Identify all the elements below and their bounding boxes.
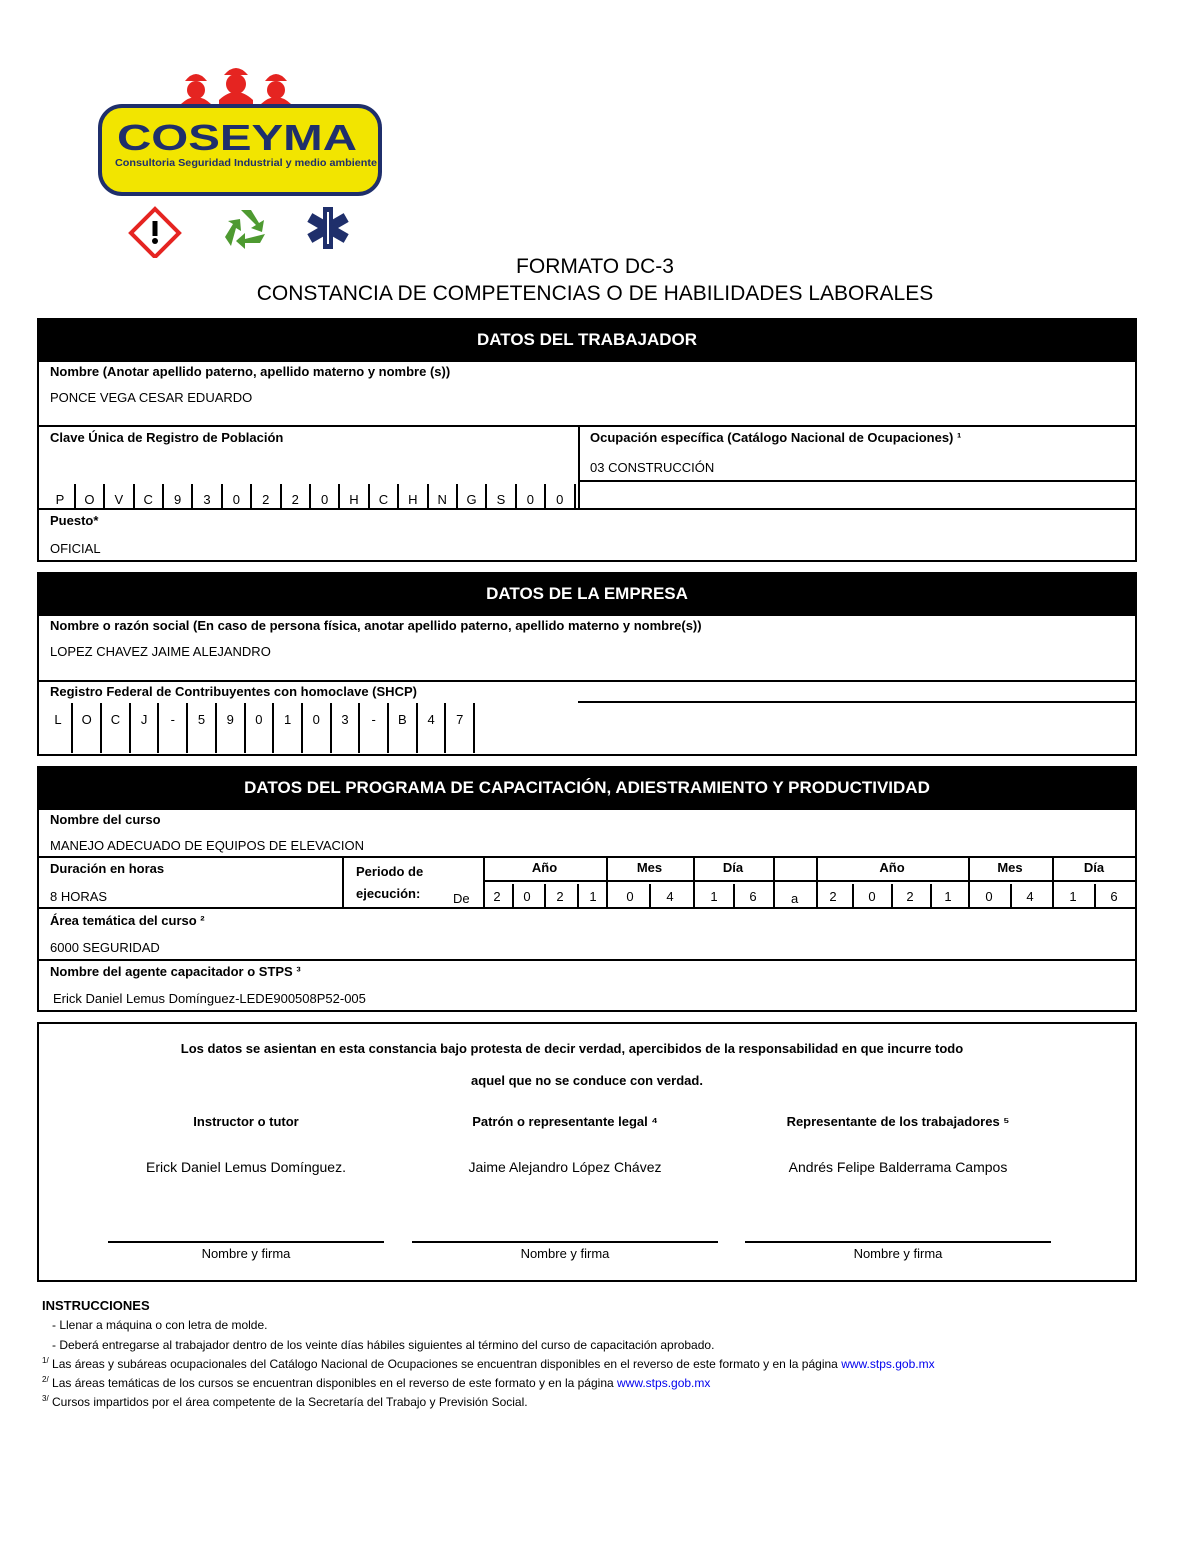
curp-char[interactable]: H [349, 492, 359, 507]
form-code: FORMATO DC-3 [516, 255, 674, 278]
nota-1: $^{1/}$ Las áreas y subáreas ocupacionales del Catálogo Nacional de Ocupaciones se encuentran disponibles en el reverso de este formato y en la página www.stps.gob.mx [42, 1356, 935, 1371]
curp-separator [574, 484, 576, 508]
signature-line-representante [745, 1241, 1051, 1243]
signature-line-patron [412, 1241, 718, 1243]
curp-char[interactable]: 0 [320, 492, 329, 507]
fecha-separator [816, 856, 818, 908]
rfc-char[interactable]: J [140, 712, 148, 727]
curp-separator [250, 484, 252, 508]
rfc-char[interactable]: 3 [341, 712, 349, 727]
rfc-separator [157, 703, 159, 753]
curp-char[interactable]: 3 [203, 492, 211, 507]
rfc-separator [186, 703, 188, 753]
curp-char[interactable]: 2 [291, 492, 299, 507]
sign-caption-patron: Nombre y firma [520, 1246, 610, 1261]
curp-char[interactable]: C [143, 492, 153, 507]
fecha-separator [693, 856, 695, 908]
fecha-digit-separator [733, 884, 735, 908]
fecha-fin-anio-digit[interactable]: 0 [868, 889, 876, 904]
sign-caption-instructor: Nombre y firma [201, 1246, 291, 1261]
fin-dia-label: Día [1083, 860, 1105, 875]
fecha-fin-dia-digit[interactable]: 1 [1069, 889, 1077, 904]
curp-char[interactable]: S [496, 492, 506, 507]
representante-name[interactable]: Andrés Felipe Balderrama Campos [788, 1159, 1008, 1175]
rfc-char[interactable]: B [398, 712, 407, 727]
rfc-char[interactable]: 9 [226, 712, 234, 727]
puesto-value[interactable]: OFICIAL [50, 541, 101, 556]
periodo-label-2: ejecución: [356, 886, 421, 901]
fecha-digit-separator [930, 884, 932, 908]
rfc-separator [358, 703, 360, 753]
representante-label: Representante de los trabajadores ⁵ [786, 1114, 1010, 1129]
inicio-dia-label: Día [722, 860, 744, 875]
curp-separator [280, 484, 282, 508]
fecha-inicio-anio-digit[interactable]: 1 [589, 889, 597, 904]
curp-separator [133, 484, 135, 508]
nota-3: $^{3/}$ Cursos impartidos por el área competente de la Secretaría del Trabajo y Previsión Social. [42, 1394, 528, 1409]
fin-mes-label: Mes [997, 860, 1023, 875]
logo-brand: COSEYMA [117, 117, 357, 158]
fecha-separator [606, 856, 608, 908]
curp-separator [456, 484, 458, 508]
inicio-mes-label: Mes [636, 860, 663, 875]
razon-label: Nombre o razón social (En caso de persona física, anotar apellido paterno, apellido materno y nombre(s)) [50, 618, 702, 633]
rfc-char[interactable]: - [170, 712, 175, 727]
empresa-title: DATOS DE LA EMPRESA [37, 572, 1137, 616]
rfc-separator [215, 703, 217, 753]
de-label: De [453, 891, 470, 906]
curp-separator [397, 484, 399, 508]
razon-value[interactable]: LOPEZ CHAVEZ JAIME ALEJANDRO [50, 644, 271, 659]
firmas-section [37, 1022, 1137, 1282]
rfc-separator [330, 703, 332, 753]
rfc-separator [71, 703, 73, 753]
rfc-char[interactable]: 0 [255, 712, 263, 727]
fin-anio-label: Año [879, 860, 905, 875]
rfc-char[interactable]: 5 [197, 712, 206, 727]
fecha-fin-mes-digit[interactable]: 4 [1026, 889, 1034, 904]
rfc-separator [416, 703, 418, 753]
rfc-separator [244, 703, 246, 753]
agente-label: Nombre del agente capacitador o STPS ³ [50, 964, 301, 979]
curso-label: Nombre del curso [50, 812, 161, 827]
coseyma-logo [95, 68, 385, 258]
curp-char[interactable]: 0 [556, 492, 564, 507]
star-of-life-icon [307, 207, 348, 249]
rfc-char[interactable]: 1 [283, 712, 292, 727]
fecha-digit-separator [852, 884, 854, 908]
stps-link-2[interactable]: www.stps.gob.mx [617, 1376, 711, 1390]
rfc-char[interactable]: 4 [427, 712, 435, 727]
rfc-char[interactable]: 0 [312, 712, 320, 727]
curp-separator [309, 484, 311, 508]
fecha-fin-anio-digit[interactable]: 2 [906, 889, 914, 904]
statement-line-2: aquel que no se conduce con verdad. [471, 1073, 703, 1088]
instructor-label: Instructor o tutor [193, 1114, 299, 1129]
fecha-inicio-anio-digit[interactable]: 0 [523, 889, 531, 904]
fecha-digit-separator [512, 884, 514, 908]
recycle-icon [225, 210, 265, 249]
hazard-icon [131, 209, 179, 257]
curp-separator [427, 484, 429, 508]
fecha-fin-anio-digit[interactable]: 1 [944, 889, 952, 904]
rfc-char[interactable]: O [81, 712, 92, 727]
fecha-inicio-mes-digit[interactable]: 4 [666, 889, 674, 904]
curp-char[interactable]: V [114, 492, 124, 507]
curp-separator [485, 484, 487, 508]
nota-2: $^{2/}$ Las áreas temáticas de los cursos se encuentran disponibles en el reverso de este formato y en la página www.stps.gob.mx [42, 1375, 711, 1390]
fecha-inicio-anio-digit[interactable]: 2 [556, 889, 564, 904]
fecha-inicio-dia-digit[interactable]: 1 [710, 889, 718, 904]
rfc-char[interactable]: - [371, 712, 376, 727]
curso-value[interactable]: MANEJO ADECUADO DE EQUIPOS DE ELEVACION [50, 838, 364, 853]
rfc-char[interactable]: L [54, 712, 62, 727]
fecha-separator [968, 856, 970, 908]
fecha-separator [1052, 856, 1054, 908]
fecha-inicio-mes-digit[interactable]: 0 [626, 889, 634, 904]
curp-separator [368, 484, 370, 508]
fecha-separator [773, 856, 775, 908]
rfc-label: Registro Federal de Contribuyentes con homoclave (SHCP) [50, 684, 417, 699]
curp-separator [74, 484, 76, 508]
instructor-name[interactable]: Erick Daniel Lemus Domínguez. [146, 1159, 346, 1175]
logo-tagline: Consultoria Seguridad Industrial y medio ambiente [115, 158, 378, 169]
stps-link-1[interactable]: www.stps.gob.mx [841, 1357, 935, 1371]
rfc-separator [100, 703, 102, 753]
fecha-fin-mes-digit[interactable]: 0 [985, 889, 993, 904]
curp-char[interactable]: 0 [526, 492, 534, 507]
patron-name[interactable]: Jaime Alejandro López Chávez [468, 1159, 662, 1175]
curp-char[interactable]: H [408, 492, 418, 507]
instrucciones-title: INSTRUCCIONES [42, 1298, 150, 1313]
fecha-digit-separator [891, 884, 893, 908]
agente-value[interactable]: Erick Daniel Lemus Domínguez-LEDE900508P52-005 [53, 991, 366, 1006]
puesto-label: Puesto* [50, 513, 99, 528]
curp-separator [103, 484, 105, 508]
ocupacion-value[interactable]: 03 CONSTRUCCIÓN [590, 460, 715, 475]
fecha-inicio-dia-digit[interactable]: 6 [749, 889, 757, 904]
curp-separator [162, 484, 164, 508]
rfc-separator [301, 703, 303, 753]
curp-separator [515, 484, 517, 508]
fecha-inicio-anio-digit[interactable]: 2 [493, 889, 501, 904]
rfc-separator [272, 703, 274, 753]
curp-separator [544, 484, 546, 508]
fecha-digit-separator [1094, 884, 1096, 908]
patron-label: Patrón o representante legal ⁴ [472, 1114, 658, 1129]
curp-separator [191, 484, 193, 508]
curp-char[interactable]: 0 [232, 492, 240, 507]
duracion-label: Duración en horas [50, 861, 165, 876]
curp-char[interactable]: P [55, 492, 65, 507]
fecha-digit-separator [649, 884, 651, 908]
fecha-digit-separator [544, 884, 546, 908]
duracion-value[interactable]: 8 HORAS [50, 889, 108, 904]
instruccion-item-2: - Deberá entregarse al trabajador dentro de los veinte días hábiles siguientes al término del curso de capacitación aprobado. [52, 1338, 715, 1352]
curp-separator [221, 484, 223, 508]
trabajador-title: DATOS DEL TRABAJADOR [37, 318, 1137, 362]
rfc-separator [473, 703, 475, 753]
curp-char[interactable]: C [378, 492, 389, 507]
area-value[interactable]: 6000 SEGURIDAD [50, 940, 160, 955]
rfc-char[interactable]: C [110, 712, 121, 727]
rfc-separator [387, 703, 389, 753]
fecha-separator [483, 856, 485, 908]
inicio-anio-label: Año [531, 860, 558, 875]
statement-line-1: Los datos se asientan en esta constancia bajo protesta de decir verdad, apercibidos de la responsabilidad en que incurre todo [180, 1041, 964, 1056]
programa-title: DATOS DEL PROGRAMA DE CAPACITACIÓN, ADIESTRAMIENTO Y PRODUCTIVIDAD [37, 766, 1137, 810]
fecha-fin-dia-digit[interactable]: 6 [1110, 889, 1118, 904]
a-label: a [791, 891, 799, 906]
curp-label: Clave Única de Registro de Población [50, 430, 284, 445]
instruccion-item-1: - Llenar a máquina o con letra de molde. [52, 1318, 268, 1332]
fecha-digit-separator [577, 884, 579, 908]
ocupacion-label: Ocupación específica (Catálogo Nacional de Ocupaciones) ¹ [590, 430, 962, 445]
periodo-label-1: Periodo de [356, 864, 424, 879]
form-title: CONSTANCIA DE COMPETENCIAS O DE HABILIDADES LABORALES [256, 282, 934, 305]
rfc-separator [129, 703, 131, 753]
curp-char[interactable]: 9 [173, 492, 182, 507]
rfc-char[interactable]: 7 [456, 712, 464, 727]
curp-char[interactable]: G [466, 492, 477, 507]
curp-char[interactable]: 2 [262, 492, 270, 507]
area-label: Área temática del curso ² [50, 913, 205, 928]
rfc-separator [444, 703, 446, 753]
signature-line-instructor [108, 1241, 384, 1243]
curp-char[interactable]: N [437, 492, 447, 507]
curp-char[interactable]: O [84, 492, 95, 507]
fecha-fin-anio-digit[interactable]: 2 [829, 889, 837, 904]
fecha-digit-separator [1010, 884, 1012, 908]
nombre-label: Nombre (Anotar apellido paterno, apellido materno y nombre (s)) [50, 364, 451, 379]
sign-caption-representante: Nombre y firma [853, 1246, 943, 1261]
fecha-header-line [483, 880, 1137, 882]
nombre-value[interactable]: PONCE VEGA CESAR EDUARDO [50, 390, 253, 405]
curp-separator [338, 484, 340, 508]
